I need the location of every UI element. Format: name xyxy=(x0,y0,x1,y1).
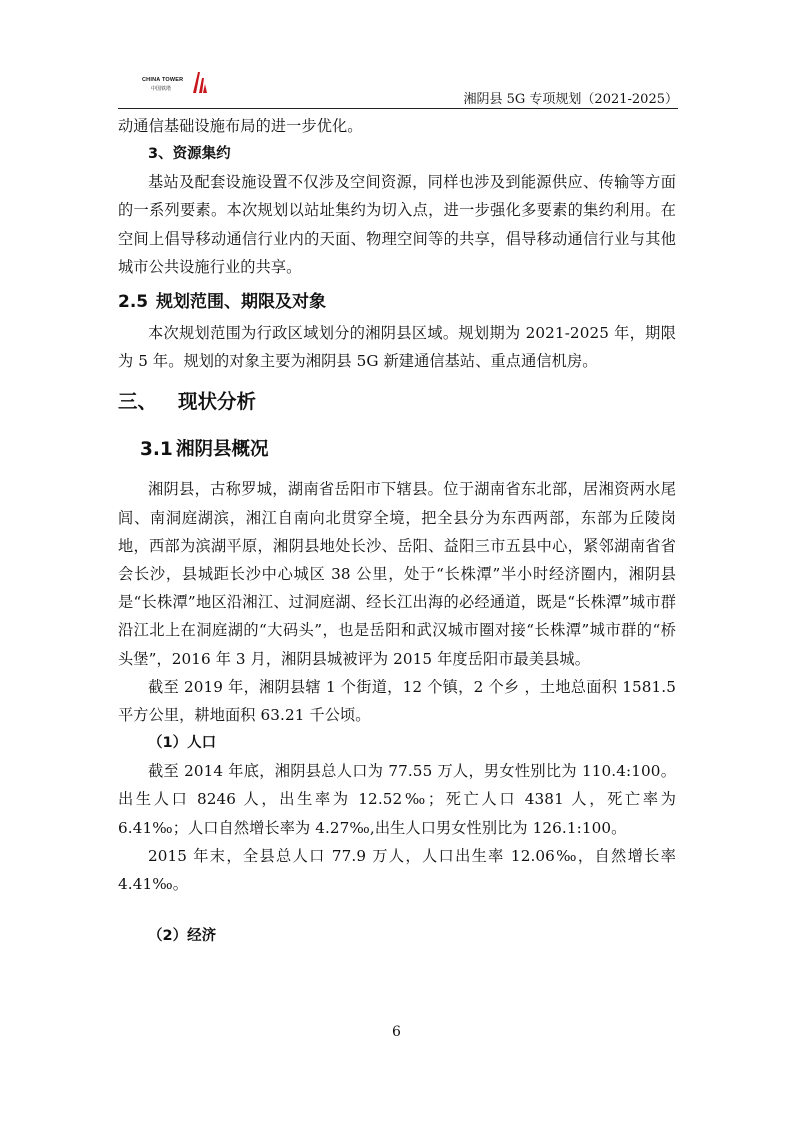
china-tower-logo xyxy=(142,66,212,100)
section-3-1-heading xyxy=(140,435,676,465)
section-number: 3.1 xyxy=(140,439,173,461)
section-number: 2.5 xyxy=(118,292,149,313)
chapter-3-heading xyxy=(118,387,676,417)
paragraph-population-2014: 截至 2014 年底，湘阴县总人口为 77.55 万人，男女性别比为 110.4:100。出生人口 8246 人，出生率为 12.52‰；死亡人口 4381 人，死亡率为 6.41‰；人口自然增长率为 4.27‰,出生人口男女性别比为 126.1:100。 xyxy=(118,762,676,837)
subheading-economy: （2）经济 xyxy=(148,928,217,945)
section-2-5-heading xyxy=(118,287,676,317)
page-header xyxy=(118,66,678,106)
section-title: 规划范围、期限及对象 xyxy=(156,292,326,313)
paragraph-administrative: 截至 2019 年，湘阴县辖 1 个街道，12 个镇，2 个乡 ，土地总面积 1581.5 平方公里，耕地面积 63.21 千公顷。 xyxy=(118,677,676,725)
paragraph-planning-scope: 本次规划范围为行政区域划分的湘阴县区域。规划期为 2021-2025 年，期限为 5 年。规划的对象主要为湘阴县 5G 新建通信基站、重点通信机房。 xyxy=(118,324,676,371)
paragraph-continued: 动通信基础设施布局的进一步优化。 xyxy=(118,117,363,135)
subheading-resource-intensive: 3、资源集约 xyxy=(148,146,231,163)
tower-logo-icon xyxy=(192,70,208,94)
logo-chinese-text: 中国铁塔 xyxy=(151,86,172,92)
header-divider xyxy=(118,108,678,109)
page-content xyxy=(118,112,676,950)
document-title: 湘阴县 5G 专项规划（2021-2025） xyxy=(463,92,678,107)
subheading-population: （1）人口 xyxy=(148,735,217,752)
chapter-number: 三、 xyxy=(118,390,158,414)
chapter-title: 现状分析 xyxy=(178,390,257,414)
section-title: 湘阴县概况 xyxy=(176,439,269,461)
page-number: 6 xyxy=(392,1024,401,1040)
paragraph-population-2015: 2015 年末，全县总人口 77.9 万人，人口出生率 12.06‰，自然增长率 4.41‰。 xyxy=(118,846,676,894)
paragraph-resource-intensive: 基站及配套设施设置不仅涉及空间资源，同样也涉及到能源供应、传输等方面的一系列要素。本次规划以站址集约为切入点，进一步强化多要素的集约利用。在空间上倡导移动通信行业内的天面、物理空间等的共享，倡导移动通信行业与其他城市公共设施行业的共享。 xyxy=(118,173,676,276)
logo-english-text: CHINA TOWER xyxy=(142,77,184,83)
paragraph-county-overview: 湘阴县，古称罗城，湖南省岳阳市下辖县。位于湖南省东北部，居湘资两水尾闾、南洞庭湖滨，湘江自南向北贯穿全境，把全县分为东西两部，东部为丘陵岗地，西部为滨湖平原，湘阴县地处长沙、岳阳、益阳三市五县中心，紧邻湖南省省会长沙，县城距长沙中心城区 38 公里，处于“长株潭”半小时经济圈内，湘阴县是“长株潭”地区沿湘江、过洞庭湖、经长江出海的必经通道，既是“长株潭”城市群沿江北上在洞庭湖的“大码头”，也是岳阳和武汉城市圈对接“长株潭”城市群的“桥头堡”，2016 年 3 月，湘阴县城被评为 2015 年度岳阳市最美县城。 xyxy=(118,480,676,668)
